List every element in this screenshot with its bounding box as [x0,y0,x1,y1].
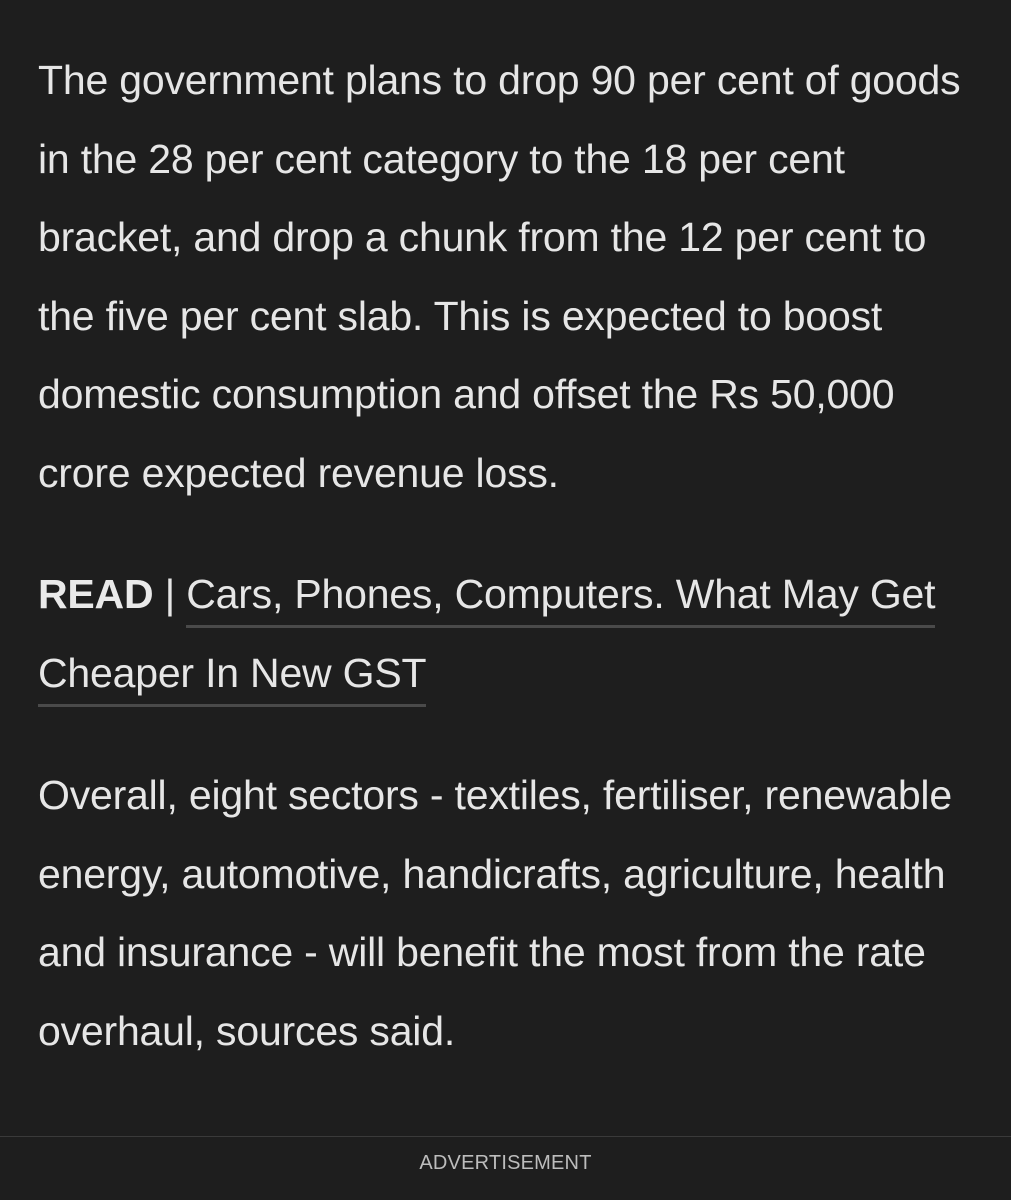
article-paragraph-1: The government plans to drop 90 per cent of goods in the 28 per cent category to the 18 per cent bracket, and drop a chunk from the 12 per cent to the five per cent slab. This is expected to boost domestic consumption and offset the Rs 50,000 crore expected revenue loss. [38,57,961,496]
article-paragraph-2: Overall, eight sectors - textiles, fertiliser, renewable energy, automotive, handicrafts, agriculture, health and insurance - will benefit the most from the rate overhaul, sources said. [38,772,952,1054]
article-body [38,41,988,1070]
read-separator: | [153,571,187,617]
read-more-block [38,555,988,712]
read-more-link[interactable]: Cars, Phones, Computers. What May Get Cheaper In New GST [38,571,935,707]
advertisement-label: ADVERTISEMENT [419,1152,592,1174]
advertisement-divider [0,1136,1011,1137]
read-label: READ [38,571,154,617]
